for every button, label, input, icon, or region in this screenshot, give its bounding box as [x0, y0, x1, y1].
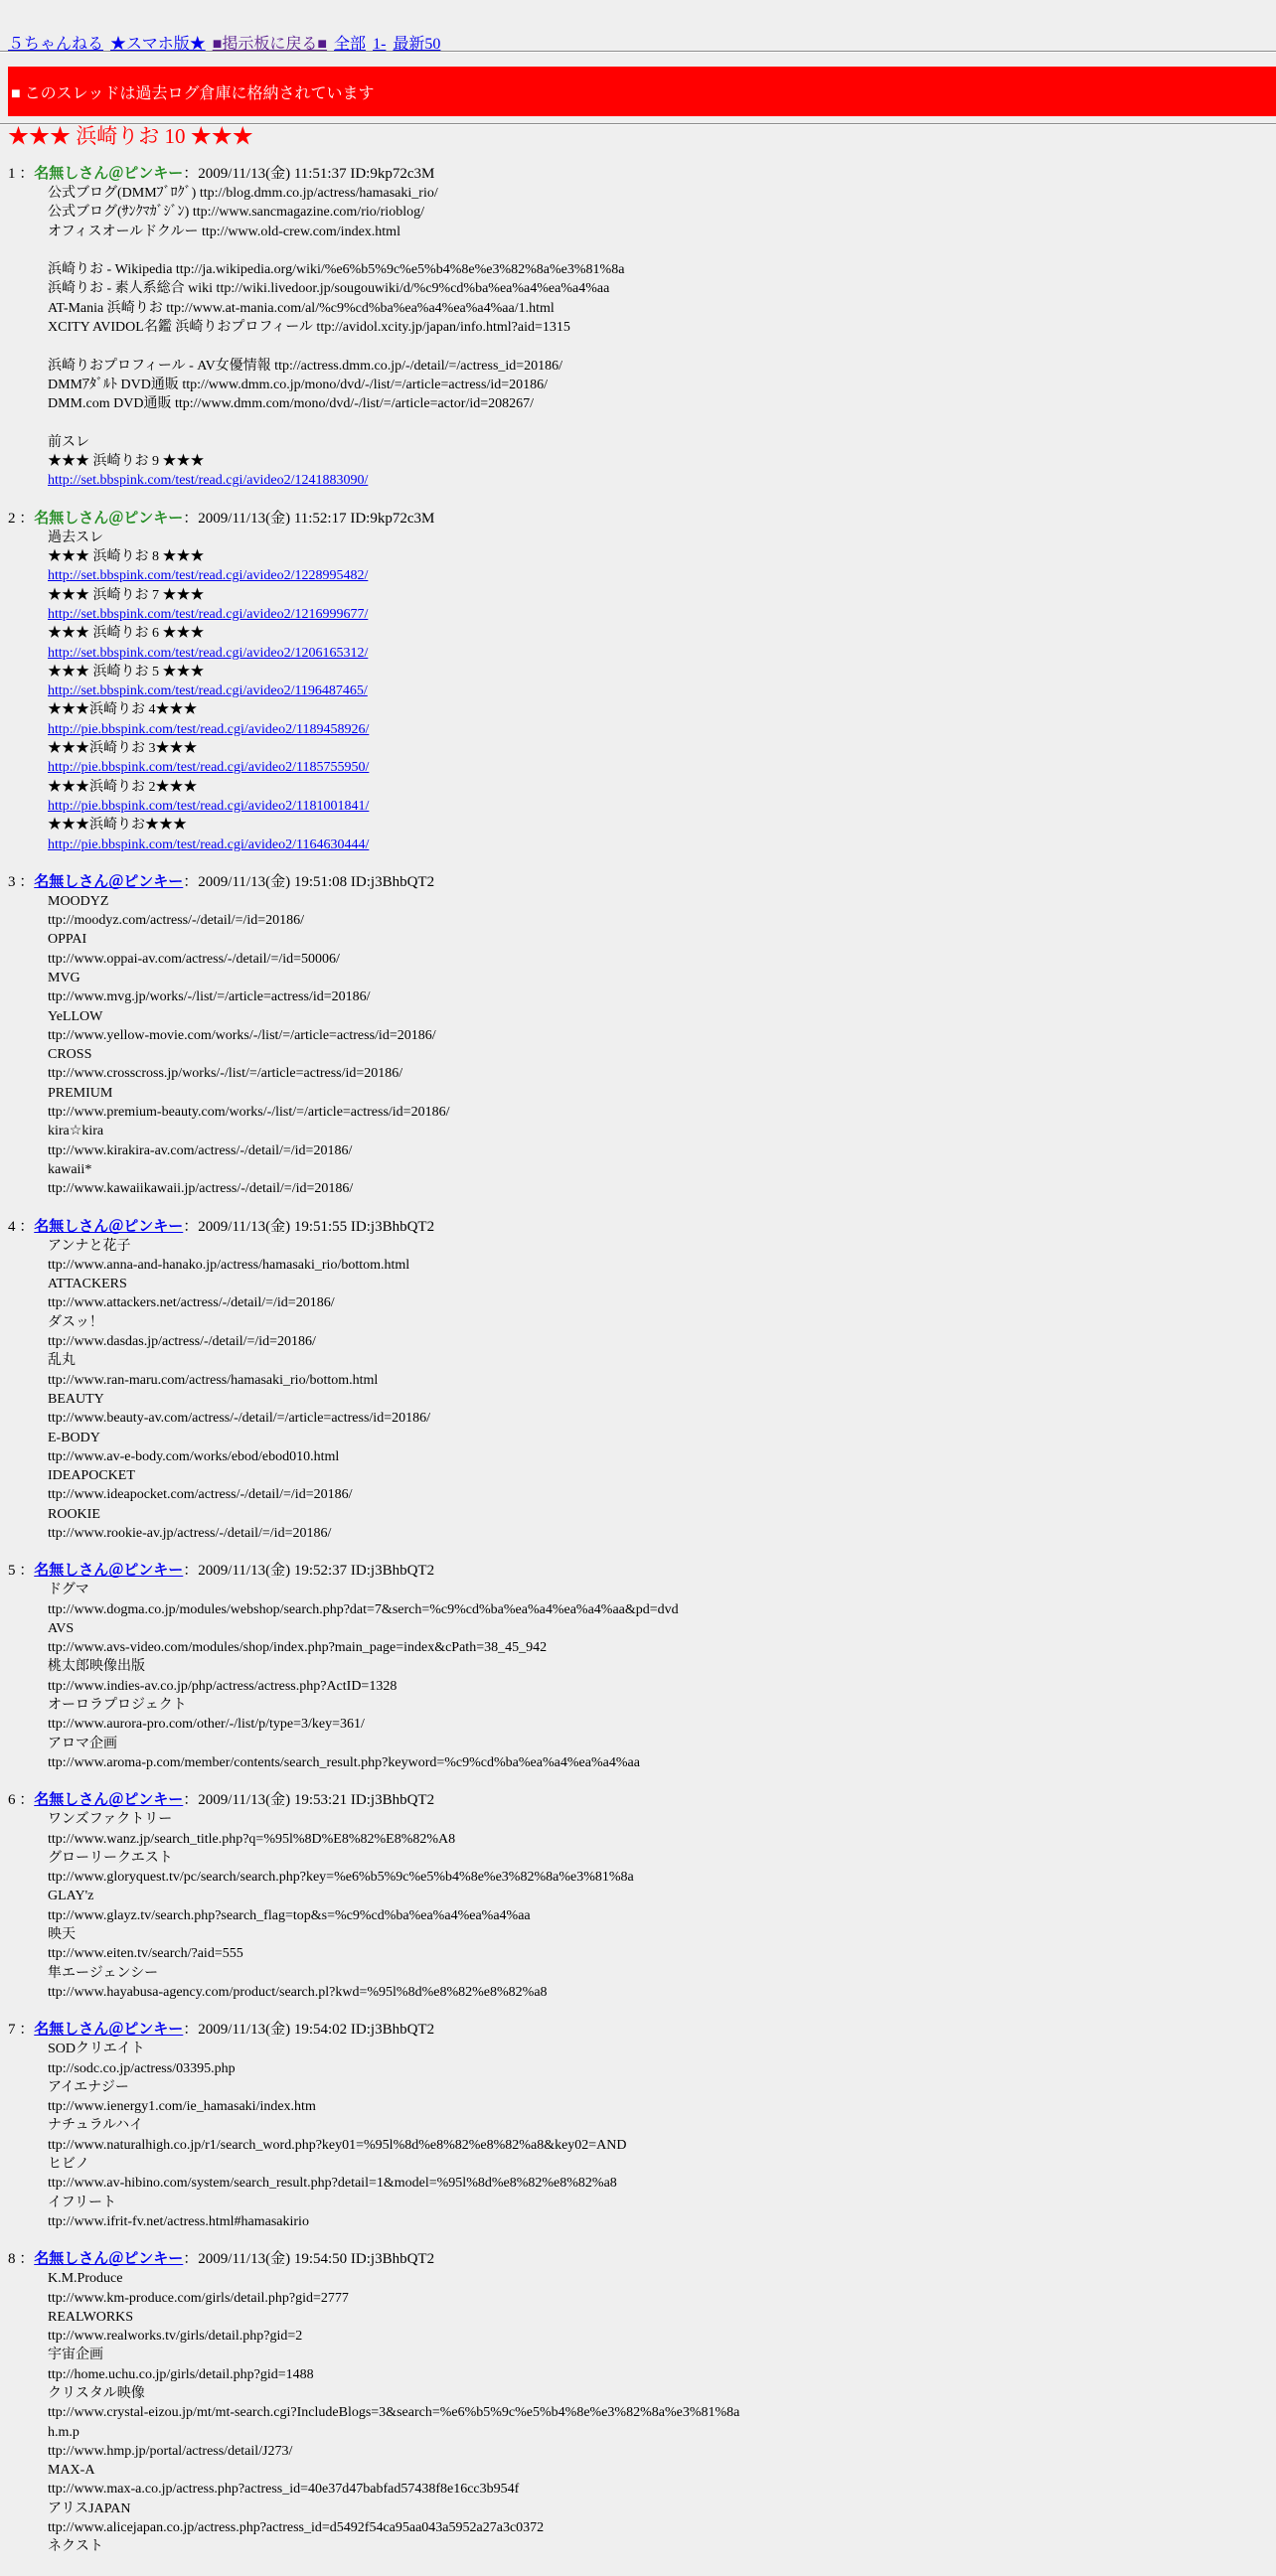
- poster-name: 名無しさん＠ピンキー: [34, 166, 184, 182]
- post-header: 7 ：名無しさん＠ピンキー：2009/11/13(金) 19:54:02 ID:j3BhbQT2: [8, 2022, 435, 2039]
- post-line: ナチュラルハイ: [48, 2118, 144, 2134]
- post-line: ttp://www.premium-beauty.com/works/-/list/=/article=actress/id=20186/: [48, 1105, 450, 1121]
- post: [8, 1218, 1270, 1544]
- post: [8, 1791, 1270, 2002]
- post-header: 4 ：名無しさん＠ピンキー：2009/11/13(金) 19:51:55 ID:j3BhbQT2: [8, 1218, 435, 1235]
- post-line: [48, 835, 1270, 854]
- thread-url-link[interactable]: http://pie.bbspink.com/test/read.cgi/avideo2/1189458926/: [48, 721, 370, 737]
- post-line: ★★★ 浜崎りお 9 ★★★: [48, 454, 205, 470]
- post-line: [48, 605, 1270, 624]
- post-body: [48, 1810, 1270, 2002]
- post-number: 4: [8, 1218, 16, 1235]
- post-line: [48, 720, 1270, 739]
- post-date-id: 2009/11/13(金) 19:51:55 ID:j3BhbQT2: [198, 1218, 435, 1235]
- thread-url-link[interactable]: http://pie.bbspink.com/test/read.cgi/avideo2/1164630444/: [48, 836, 370, 852]
- post-line: 前スレ: [48, 434, 89, 450]
- post-line: ttp://www.av-hibino.com/system/search_result.php?detail=1&model=%95l%8d%e8%82%e8%82%a8: [48, 2176, 617, 2192]
- post-line: アイエナジー: [48, 2079, 129, 2095]
- post-line: ★★★浜崎りお 2★★★: [48, 779, 198, 795]
- poster-name-link[interactable]: 名無しさん＠ピンキー: [34, 1792, 184, 1809]
- post-body: [48, 529, 1270, 854]
- post-number: 6: [8, 1792, 16, 1809]
- post-line: ttp://www.kirakira-av.com/actress/-/detail/=/id=20186/: [48, 1142, 353, 1158]
- post-line: [48, 566, 1270, 585]
- post-line: ttp://www.wanz.jp/search_title.php?q=%95l%8D%E8%82%E8%82%A8: [48, 1831, 456, 1847]
- post-line: kira☆kira: [48, 1124, 104, 1139]
- post-header: 6 ：名無しさん＠ピンキー：2009/11/13(金) 19:53:21 ID:j3BhbQT2: [8, 1792, 435, 1809]
- post-number: 2: [8, 510, 16, 527]
- post-line: アリスJAPAN: [48, 2500, 131, 2516]
- poster-name-link[interactable]: 名無しさん＠ピンキー: [34, 873, 184, 890]
- post-line: REALWORKS: [48, 2309, 134, 2325]
- post-line: DMMｱﾀﾞﾙﾄ DVD通販 ttp://www.dmm.co.jp/mono/dvd/-/list/=/article=actress/id=20186/: [48, 377, 549, 392]
- post-line: ★★★浜崎りお 3★★★: [48, 741, 198, 757]
- post-line: ttp://www.rookie-av.jp/actress/-/detail/=/id=20186/: [48, 1526, 332, 1541]
- post-date-id: 2009/11/13(金) 11:52:17 ID:9kp72c3M: [198, 510, 435, 527]
- post-line: ★★★ 浜崎りお 6 ★★★: [48, 626, 205, 642]
- latest-50-link[interactable]: 最新50: [393, 36, 441, 53]
- poster-name: [34, 2251, 183, 2267]
- post-line: ttp://www.beauty-av.com/actress/-/detail/=/article=actress/id=20186/: [48, 1411, 430, 1427]
- post-line: ttp://www.crosscross.jp/works/-/list/=/article=actress/id=20186/: [48, 1066, 403, 1082]
- thread-url-link[interactable]: http://set.bbspink.com/test/read.cgi/avideo2/1241883090/: [48, 473, 369, 489]
- post-line: K.M.Produce: [48, 2271, 123, 2287]
- post-line: AVS: [48, 1620, 75, 1636]
- post-line: E-BODY: [48, 1430, 100, 1445]
- post: [8, 510, 1270, 854]
- home-link[interactable]: ５ちゃんねる: [8, 36, 104, 53]
- post-number: 5: [8, 1563, 16, 1580]
- post: [8, 1562, 1270, 1772]
- thread-url-link[interactable]: http://pie.bbspink.com/test/read.cgi/avideo2/1181001841/: [48, 798, 370, 814]
- post-line: ttp://www.ideapocket.com/actress/-/detail/=/id=20186/: [48, 1487, 353, 1503]
- thread-url-link[interactable]: http://pie.bbspink.com/test/read.cgi/avideo2/1185755950/: [48, 760, 370, 776]
- post-line: ttp://www.alicejapan.co.jp/actress.php?actress_id=d5492f54ca95aa043a5952a27a3c0372: [48, 2520, 545, 2536]
- post: [8, 165, 1270, 491]
- post-line: ネクスト: [48, 2539, 103, 2555]
- post-line: BEAUTY: [48, 1391, 104, 1407]
- post-line: ワンズファクトリー: [48, 1812, 173, 1828]
- post-line: 乱丸: [48, 1353, 76, 1369]
- post-header: 8 ：名無しさん＠ピンキー：2009/11/13(金) 19:54:50 ID:j3BhbQT2: [8, 2251, 435, 2268]
- top-divider: [0, 51, 1276, 53]
- post-line: [48, 414, 1270, 433]
- post-line: ttp://www.attackers.net/actress/-/detail/=/id=20186/: [48, 1295, 335, 1311]
- poster-name: [34, 2022, 183, 2038]
- post-date-id: 2009/11/13(金) 11:51:37 ID:9kp72c3M: [198, 166, 435, 182]
- post-body: [48, 2040, 1270, 2231]
- post-line: 浜崎りお - Wikipedia ttp://ja.wikipedia.org/wiki/%e6%b5%9c%e5%b4%8e%e3%82%8a%e3%81%8a: [48, 262, 625, 278]
- poster-name: [34, 1219, 183, 1235]
- post: [8, 2021, 1270, 2231]
- post-line: [48, 337, 1270, 356]
- poster-name: [34, 1792, 183, 1808]
- post-line: ttp://www.avs-video.com/modules/shop/index.php?main_page=index&cPath=38_45_942: [48, 1640, 548, 1656]
- post-line: GLAY'z: [48, 1889, 94, 1904]
- post-line: ttp://www.aurora-pro.com/other/-/list/p/type=3/key=361/: [48, 1717, 365, 1733]
- thread-url-link[interactable]: http://set.bbspink.com/test/read.cgi/avideo2/1228995482/: [48, 568, 369, 584]
- thread-url-link[interactable]: http://set.bbspink.com/test/read.cgi/avideo2/1216999677/: [48, 606, 369, 622]
- post-line: ダスッ！: [48, 1314, 103, 1330]
- post-line: 浜崎りお - 素人系総合 wiki ttp://wiki.livedoor.jp/sougouwiki/d/%c9%cd%ba%ea%a4%ea%a4%aa: [48, 281, 610, 297]
- post-line: 桃太郎映像出版: [48, 1659, 145, 1675]
- post-line: DMM.com DVD通販 ttp://www.dmm.com/mono/dvd/-/list/=/article=actor/id=208267/: [48, 396, 535, 412]
- post-line: [48, 797, 1270, 816]
- post-line: ★★★浜崎りお★★★: [48, 818, 187, 833]
- all-posts-link[interactable]: 全部: [334, 36, 367, 53]
- post-date-id: 2009/11/13(金) 19:52:37 ID:j3BhbQT2: [198, 1563, 435, 1580]
- post-line: クリスタル映像: [48, 2385, 145, 2401]
- post-line: ttp://www.realworks.tv/girls/detail.php?gid=2: [48, 2329, 303, 2345]
- post-line: ttp://www.gloryquest.tv/pc/search/search.php?key=%e6%b5%9c%e5%b4%8e%e3%82%8a%e3%81%8a: [48, 1870, 634, 1886]
- post-line: ttp://www.kawaiikawaii.jp/actress/-/detail/=/id=20186/: [48, 1181, 354, 1197]
- post-line: 宇宙企画: [48, 2348, 103, 2363]
- post-line: [48, 241, 1270, 260]
- post-line: アンナと花子: [48, 1238, 131, 1254]
- post-header: 2 ：名無しさん＠ピンキー：2009/11/13(金) 11:52:17 ID:9kp72c3M: [8, 510, 435, 527]
- post-line: MVG: [48, 970, 80, 985]
- post-body: [48, 2269, 1270, 2556]
- post-line: PREMIUM: [48, 1085, 113, 1101]
- post-line: ttp://www.ienergy1.com/ie_hamasaki/index.htm: [48, 2099, 316, 2115]
- post-line: 公式ブログ(DMMﾌﾞﾛｸﾞ) ttp://blog.dmm.co.jp/actress/hamasaki_rio/: [48, 186, 438, 201]
- post-line: ★★★ 浜崎りお 7 ★★★: [48, 587, 205, 603]
- post-line: ATTACKERS: [48, 1277, 127, 1292]
- poster-name-link[interactable]: 名無しさん＠ピンキー: [34, 2022, 184, 2039]
- post-line: ドグマ: [48, 1583, 89, 1598]
- post-line: 浜崎りおプロフィール - AV女優情報 ttp://actress.dmm.co.jp/-/detail/=/actress_id=20186/: [48, 358, 563, 374]
- post-line: h.m.p: [48, 2424, 80, 2440]
- poster-name: 名無しさん＠ピンキー: [34, 510, 184, 527]
- post-line: イフリート: [48, 2195, 117, 2210]
- post-list: [8, 165, 1270, 2576]
- post-line: 隼エージェンシー: [48, 1965, 159, 1981]
- post-line: OPPAI: [48, 932, 87, 948]
- archived-notice-banner: ■ このスレッドは過去ログ倉庫に格納されています: [8, 67, 1276, 116]
- poster-name-link[interactable]: 名無しさん＠ピンキー: [34, 1218, 184, 1235]
- post-line: ttp://www.oppai-av.com/actress/-/detail/=/id=50006/: [48, 951, 340, 967]
- post-line: ttp://www.hmp.jp/portal/actress/detail/J273/: [48, 2443, 293, 2459]
- post-number: 3: [8, 873, 16, 890]
- post-date-id: 2009/11/13(金) 19:54:50 ID:j3BhbQT2: [198, 2251, 435, 2268]
- post-header: 3 ：名無しさん＠ピンキー：2009/11/13(金) 19:51:08 ID:j3BhbQT2: [8, 873, 435, 890]
- post-line: 公式ブログ(ｻﾝｸﾏｶﾞｼﾞﾝ) ttp://www.sancmagazine.com/rio/rioblog/: [48, 205, 424, 221]
- smartphone-version-link[interactable]: ★スマホ版★: [110, 36, 206, 53]
- post: [8, 873, 1270, 1199]
- post-line: ttp://sodc.co.jp/actress/03395.php: [48, 2060, 236, 2076]
- post-line: YeLLOW: [48, 1008, 103, 1024]
- post-line: ROOKIE: [48, 1506, 100, 1522]
- post-body: [48, 1581, 1270, 1772]
- poster-name-link[interactable]: 名無しさん＠ピンキー: [34, 1563, 184, 1580]
- post-line: SODクリエイト: [48, 2042, 145, 2057]
- post-line: ttp://www.ifrit-fv.net/actress.html#hamasakirio: [48, 2213, 309, 2229]
- post-line: ttp://moodyz.com/actress/-/detail/=/id=20186/: [48, 913, 305, 929]
- post-line: アロマ企画: [48, 1736, 117, 1751]
- post-line: ttp://www.hayabusa-agency.com/product/search.pl?kwd=%95l%8d%e8%82%e8%82%a8: [48, 1984, 548, 2000]
- thread-url-link[interactable]: http://set.bbspink.com/test/read.cgi/avideo2/1206165312/: [48, 645, 369, 661]
- post-line: ttp://www.yellow-movie.com/works/-/list/=/article=actress/id=20186/: [48, 1027, 436, 1043]
- post-line: ttp://www.glayz.tv/search.php?search_flag=top&s=%c9%cd%ba%ea%a4%ea%a4%aa: [48, 1907, 531, 1923]
- thread-url-link[interactable]: http://set.bbspink.com/test/read.cgi/avideo2/1196487465/: [48, 683, 368, 699]
- post-line: 過去スレ: [48, 530, 103, 545]
- post-line: ttp://www.dogma.co.jp/modules/webshop/search.php?dat=7&serch=%c9%cd%ba%ea%a4%ea%a4%aa&pd=dvd: [48, 1601, 679, 1617]
- post-line: XCITY AVIDOL名鑑 浜崎りおプロフィール ttp://avidol.xcity.jp/japan/info.html?aid=1315: [48, 320, 570, 336]
- post-line: ttp://www.indies-av.co.jp/php/actress/actress.php?ActID=1328: [48, 1678, 398, 1694]
- post-line: 映天: [48, 1927, 76, 1943]
- first-posts-link[interactable]: 1-: [373, 36, 387, 53]
- post-body: [48, 892, 1270, 1199]
- post-line: ttp://www.mvg.jp/works/-/list/=/article=actress/id=20186/: [48, 989, 371, 1005]
- post-header: 5 ：名無しさん＠ピンキー：2009/11/13(金) 19:52:37 ID:j3BhbQT2: [8, 1563, 435, 1580]
- post-line: ★★★浜崎りお 4★★★: [48, 702, 198, 718]
- post-line: kawaii*: [48, 1161, 92, 1177]
- post-line: [48, 682, 1270, 700]
- post-line: AT-Mania 浜崎りお ttp://www.at-mania.com/al/%c9%cd%ba%ea%a4%ea%a4%aa/1.html: [48, 300, 555, 316]
- post-line: MOODYZ: [48, 893, 109, 909]
- post-line: [48, 471, 1270, 490]
- post-date-id: 2009/11/13(金) 19:53:21 ID:j3BhbQT2: [198, 1792, 435, 1809]
- post: [8, 2250, 1270, 2556]
- post-line: ttp://www.crystal-eizou.jp/mt/mt-search.cgi?IncludeBlogs=3&search=%e6%b5%9c%e5%b4%8e%e3%82%8a%e3%81%8a: [48, 2405, 740, 2421]
- post-line: グローリークエスト: [48, 1850, 173, 1866]
- post-line: ttp://www.aroma-p.com/member/contents/search_result.php?keyword=%c9%cd%ba%ea%a4%ea%a4%aa: [48, 1754, 640, 1770]
- post-number: 7: [8, 2022, 16, 2039]
- post-line: IDEAPOCKET: [48, 1468, 135, 1484]
- post-line: ttp://www.ran-maru.com/actress/hamasaki_rio/bottom.html: [48, 1372, 379, 1388]
- post-line: ttp://www.naturalhigh.co.jp/r1/search_word.php?key01=%95l%8d%e8%82%e8%82%a8&key02=AND: [48, 2137, 627, 2153]
- post-line: ttp://www.anna-and-hanako.jp/actress/hamasaki_rio/bottom.html: [48, 1257, 410, 1273]
- poster-name: [34, 874, 183, 890]
- post-line: オフィスオールドクルー ttp://www.old-crew.com/index.html: [48, 224, 400, 239]
- post-line: ttp://www.av-e-body.com/works/ebod/ebod010.html: [48, 1448, 340, 1464]
- post-body: [48, 1237, 1270, 1544]
- post-line: ttp://home.uchu.co.jp/girls/detail.php?gid=1488: [48, 2366, 314, 2382]
- post-line: ★★★ 浜崎りお 5 ★★★: [48, 664, 205, 680]
- post-date-id: 2009/11/13(金) 19:54:02 ID:j3BhbQT2: [198, 2022, 435, 2039]
- post-line: ヒビノ: [48, 2157, 89, 2173]
- post-header: 1 ：名無しさん＠ピンキー：2009/11/13(金) 11:51:37 ID:9kp72c3M: [8, 166, 435, 182]
- post-number: 1: [8, 166, 16, 182]
- post-number: 8: [8, 2251, 16, 2268]
- post-line: ttp://www.dasdas.jp/actress/-/detail/=/id=20186/: [48, 1334, 316, 1350]
- post-date-id: 2009/11/13(金) 19:51:08 ID:j3BhbQT2: [198, 873, 435, 890]
- post-line: [48, 758, 1270, 777]
- back-to-board-link[interactable]: ■掲示板に戻る■: [212, 36, 328, 53]
- post-line: オーロラプロジェクト: [48, 1698, 187, 1714]
- post-body: [48, 184, 1270, 491]
- poster-name-link[interactable]: 名無しさん＠ピンキー: [34, 2251, 184, 2268]
- post-line: ttp://www.max-a.co.jp/actress.php?actress_id=40e37d47babfad57438f8e16cc3b954f: [48, 2482, 520, 2498]
- post-line: ★★★ 浜崎りお 8 ★★★: [48, 549, 205, 565]
- thread-title: ★★★ 浜崎りお 10 ★★★: [8, 124, 253, 148]
- post-line: ttp://www.km-produce.com/girls/detail.php?gid=2777: [48, 2290, 349, 2306]
- poster-name: [34, 1563, 183, 1579]
- post-line: MAX-A: [48, 2463, 95, 2479]
- post-line: [48, 644, 1270, 663]
- post-line: ttp://www.eiten.tv/search/?aid=555: [48, 1946, 243, 1962]
- post-line: CROSS: [48, 1047, 92, 1063]
